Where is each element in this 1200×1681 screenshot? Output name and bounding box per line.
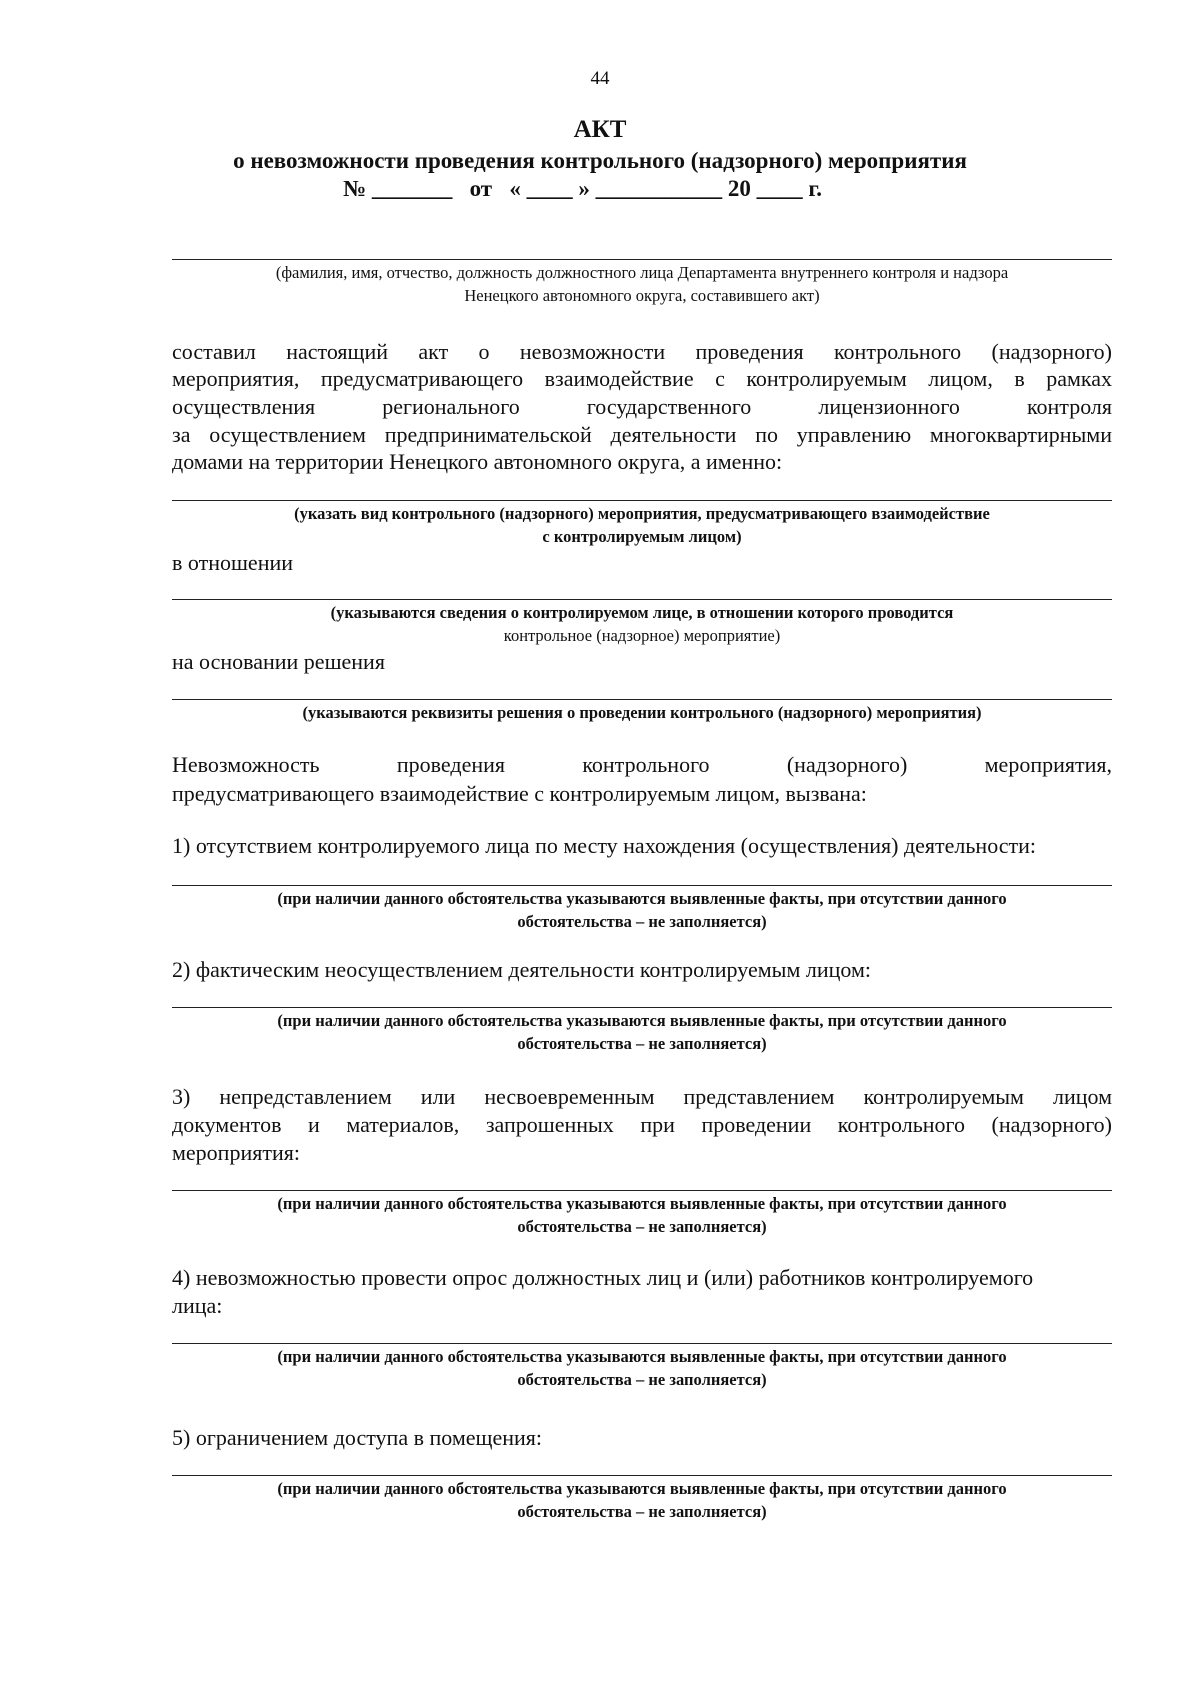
reason-1-field[interactable]: [172, 885, 1112, 886]
reason-3-line-1: 3) непредставлением или несвоевременным представлением контролируемым лицом: [172, 1084, 1112, 1109]
intro-line-1: составил настоящий акт о невозможности проведения контрольного (надзорного): [172, 339, 1112, 364]
event-caption-1: (указать вид контрольного (надзорного) мероприятия, предусматривающего взаимодействие: [294, 504, 990, 523]
reason-2-caption-1: (при наличии данного обстоятельства указываются выявленные факты, при отсутствии данного: [277, 1011, 1007, 1030]
intro-line-5: домами на территории Ненецкого автономного округа, а именно:: [172, 449, 783, 474]
subject-field[interactable]: [172, 599, 1112, 600]
regarding-label: в отношении: [172, 550, 294, 575]
subject-caption-1: (указываются сведения о контролируемом лице, в отношении которого проводится: [330, 603, 954, 622]
reason-3-caption-2: обстоятельства – не заполняется): [517, 1217, 767, 1236]
document-title: АКТ: [573, 116, 627, 143]
document-subtitle: о невозможности проведения контрольного (надзорного) мероприятия: [233, 148, 967, 173]
basis-caption: (указываются реквизиты решения о проведении контрольного (надзорного) мероприятия): [302, 703, 982, 722]
basis-label: на основании решения: [172, 649, 385, 674]
official-caption-2: Ненецкого автономного округа, составившего акт): [464, 286, 820, 305]
reason-5-field[interactable]: [172, 1475, 1112, 1476]
reason-2-line-1: 2) фактическим неосуществлением деятельности контролируемым лицом:: [172, 957, 872, 982]
subject-caption-2: контрольное (надзорное) мероприятие): [503, 626, 781, 645]
reason-4-caption-1: (при наличии данного обстоятельства указываются выявленные факты, при отсутствии данного: [277, 1347, 1007, 1366]
number-date-line[interactable]: № _______ от « ____ » ___________ 20 ____ г.: [343, 176, 822, 201]
intro-line-4: за осуществлением предпринимательской деятельности по управлению многоквартирными: [172, 422, 1112, 447]
reason-5-caption-1: (при наличии данного обстоятельства указываются выявленные факты, при отсутствии данного: [277, 1479, 1007, 1498]
official-name-field[interactable]: [172, 259, 1112, 260]
basis-field[interactable]: [172, 699, 1112, 700]
reason-5-caption-2: обстоятельства – не заполняется): [517, 1502, 767, 1521]
reason-2-field[interactable]: [172, 1007, 1112, 1008]
reason-3-field[interactable]: [172, 1190, 1112, 1191]
reason-1-line-1: 1) отсутствием контролируемого лица по месту нахождения (осуществления) деятельности:: [172, 833, 1037, 858]
reason-4-field[interactable]: [172, 1343, 1112, 1344]
intro-line-2: мероприятия, предусматривающего взаимодействие с контролируемым лицом, в рамках: [172, 366, 1112, 391]
event-type-field[interactable]: [172, 500, 1112, 501]
reason-3-line-2: документов и материалов, запрошенных при проведении контрольного (надзорного): [172, 1112, 1112, 1137]
reason-4-line-2: лица:: [172, 1293, 223, 1318]
intro-line-3: осуществления регионального государственного лицензионного контроля: [172, 394, 1112, 419]
page-number: 44: [590, 68, 610, 89]
event-caption-2: с контролируемым лицом): [542, 527, 742, 546]
reason-5-line-1: 5) ограничением доступа в помещения:: [172, 1425, 543, 1450]
reason-1-caption-2: обстоятельства – не заполняется): [517, 912, 767, 931]
reason-4-caption-2: обстоятельства – не заполняется): [517, 1370, 767, 1389]
reason-3-caption-1: (при наличии данного обстоятельства указываются выявленные факты, при отсутствии данного: [277, 1194, 1007, 1213]
reason-4-line-1: 4) невозможностью провести опрос должностных лиц и (или) работников контролируемого: [172, 1265, 1034, 1290]
impossibility-line-2: предусматривающего взаимодействие с контролируемым лицом, вызвана:: [172, 781, 867, 806]
reason-3-line-3: мероприятия:: [172, 1140, 300, 1165]
reason-1-caption-1: (при наличии данного обстоятельства указываются выявленные факты, при отсутствии данного: [277, 889, 1007, 908]
official-caption-1: (фамилия, имя, отчество, должность должностного лица Департамента внутреннего контроля и надзора: [275, 263, 1009, 282]
reason-2-caption-2: обстоятельства – не заполняется): [517, 1034, 767, 1053]
impossibility-line-1: Невозможность проведения контрольного (надзорного) мероприятия,: [172, 752, 1112, 777]
